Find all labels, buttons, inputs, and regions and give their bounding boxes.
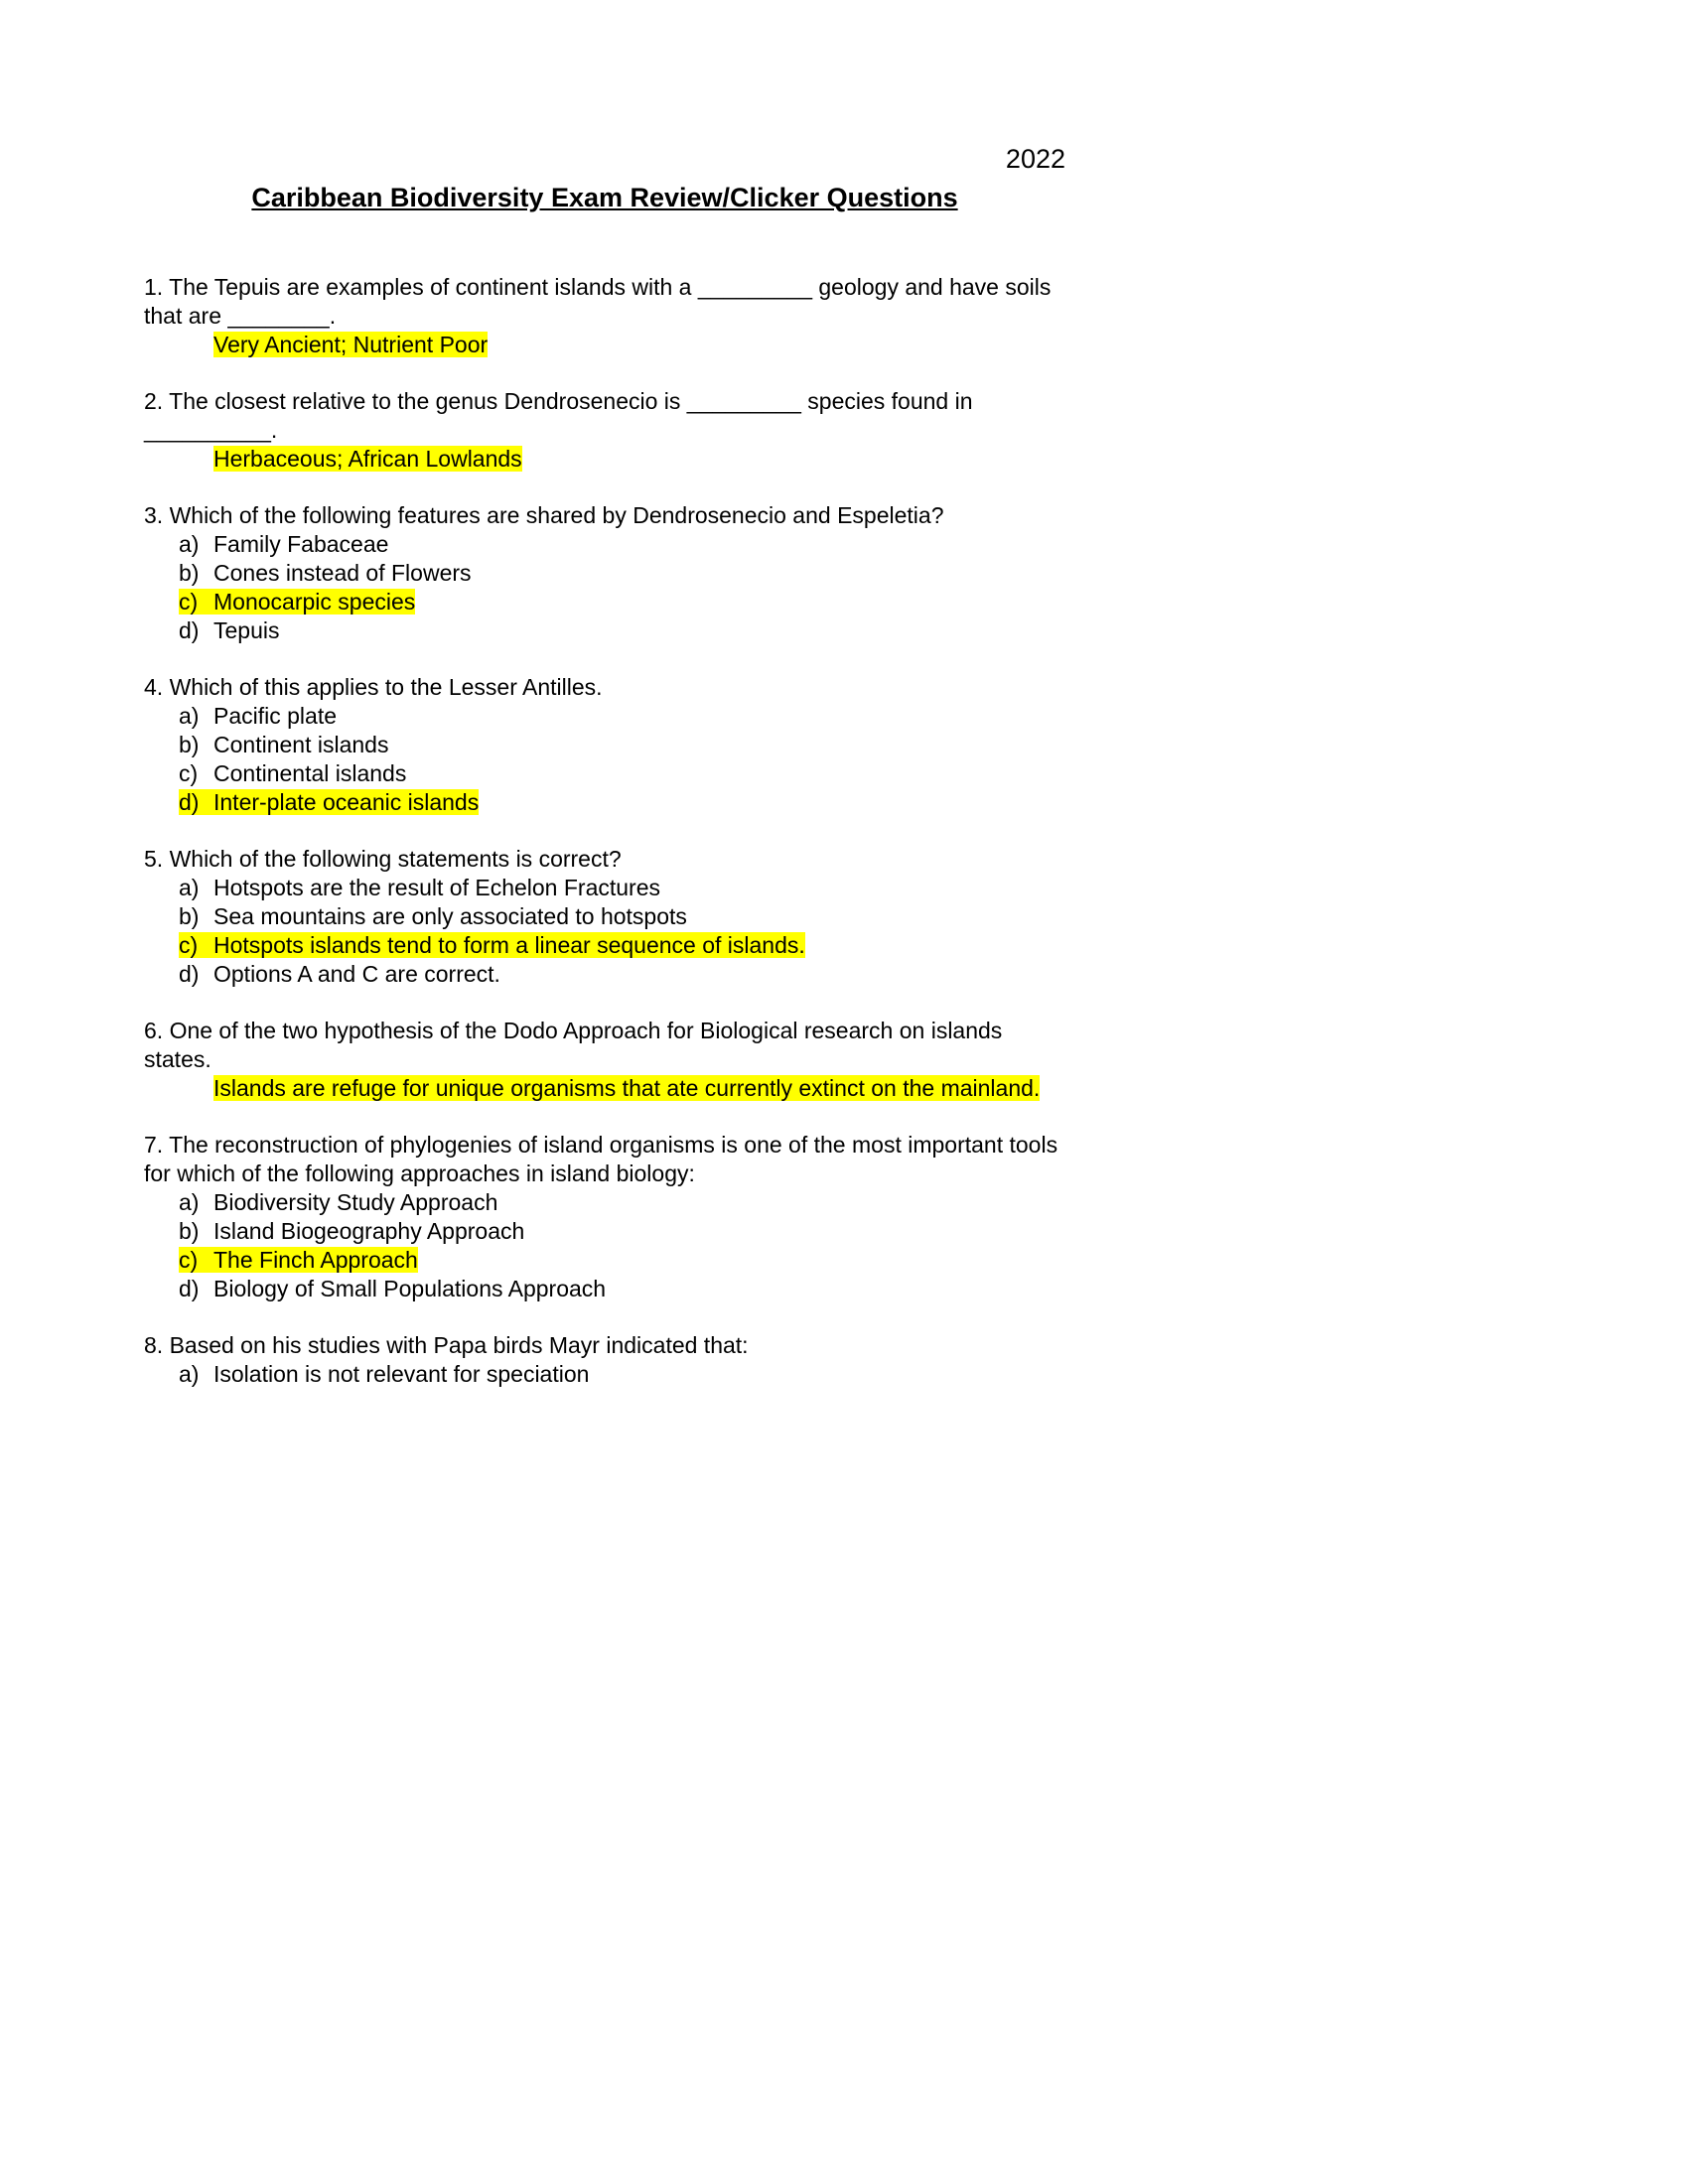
option-letter: d) <box>179 617 200 643</box>
option-letter: b) <box>179 903 200 929</box>
option-text: Options A and C are correct. <box>213 961 500 987</box>
answer-option <box>144 1275 1065 1303</box>
option-content <box>179 703 337 729</box>
document-content <box>144 142 1065 1389</box>
option-letter: c) <box>179 589 199 614</box>
page-title: Caribbean Biodiversity Exam Review/Clicker Questions <box>251 183 958 212</box>
answer-text <box>144 331 1065 359</box>
option-letter: a) <box>179 703 200 729</box>
answer-option <box>144 1360 1065 1389</box>
option-text: The Finch Approach <box>213 1247 418 1273</box>
answer-option <box>144 759 1065 788</box>
option-content <box>179 903 687 929</box>
question-text: 6. One of the two hypothesis of the Dodo Approach for Biological research on islands states. <box>144 1018 1009 1072</box>
question-text: 8. Based on his studies with Papa birds Mayr indicated that: <box>144 1332 749 1358</box>
answer-option <box>144 702 1065 731</box>
highlighted-answer <box>179 1247 418 1273</box>
question-text: 2. The closest relative to the genus Dendrosenecio is _________ species found in __________. <box>144 388 979 443</box>
question-text: 3. Which of the following features are shared by Dendrosenecio and Espeletia? <box>144 502 944 528</box>
option-letter: d) <box>179 1276 200 1301</box>
answer-text <box>144 445 1065 474</box>
answer-option <box>144 960 1065 989</box>
option-text: Continent islands <box>213 732 389 757</box>
option-content <box>179 875 660 900</box>
question-block <box>144 501 1065 645</box>
highlighted-answer <box>179 589 415 614</box>
highlighted-answer <box>179 789 479 815</box>
question-block <box>144 273 1065 359</box>
answer-option <box>144 1188 1065 1217</box>
highlighted-answer: Islands are refuge for unique organisms that ate currently extinct on the mainland. <box>213 1075 1041 1101</box>
question-block <box>144 1131 1065 1303</box>
option-text: Continental islands <box>213 760 407 786</box>
highlighted-answer: Herbaceous; African Lowlands <box>213 446 522 472</box>
option-text: Pacific plate <box>213 703 338 729</box>
answer-option <box>144 559 1065 588</box>
option-letter: b) <box>179 1218 200 1244</box>
option-letter: c) <box>179 1247 199 1273</box>
question-text: 7. The reconstruction of phylogenies of island organisms is one of the most important tools for which of the following approaches in island biology: <box>144 1132 1064 1186</box>
option-text: Inter-plate oceanic islands <box>213 789 480 815</box>
option-content <box>179 1189 497 1215</box>
question-text: 1. The Tepuis are examples of continent islands with a _________ geology and have soils that are ________. <box>144 274 1057 329</box>
answer-option <box>144 1217 1065 1246</box>
answer-option <box>144 931 1065 960</box>
option-letter: c) <box>179 760 199 786</box>
question-block <box>144 673 1065 817</box>
question-block <box>144 845 1065 989</box>
option-letter: a) <box>179 1361 200 1387</box>
option-text: Hotspots are the result of Echelon Fractures <box>213 875 660 900</box>
option-content <box>179 560 472 586</box>
option-letter: b) <box>179 560 200 586</box>
option-letter: d) <box>179 789 200 815</box>
answer-option <box>144 1246 1065 1275</box>
highlighted-answer <box>179 932 805 958</box>
question-block <box>144 1017 1065 1103</box>
option-text: Cones instead of Flowers <box>213 560 472 586</box>
option-text: Monocarpic species <box>213 589 416 614</box>
option-content <box>179 1276 606 1301</box>
option-content <box>179 1218 524 1244</box>
answer-option <box>144 731 1065 759</box>
question-text: 4. Which of this applies to the Lesser Antilles. <box>144 674 603 700</box>
option-content <box>179 760 406 786</box>
answer-option <box>144 788 1065 817</box>
answer-text <box>144 1074 1065 1103</box>
answer-option <box>144 530 1065 559</box>
option-letter: a) <box>179 1189 200 1215</box>
option-letter: c) <box>179 932 199 958</box>
option-text: Island Biogeography Approach <box>213 1218 525 1244</box>
answer-option <box>144 616 1065 645</box>
option-content <box>179 732 388 757</box>
question-text: 5. Which of the following statements is correct? <box>144 846 622 872</box>
answer-option <box>144 902 1065 931</box>
option-text: Isolation is not relevant for speciation <box>213 1361 590 1387</box>
option-text: Family Fabaceae <box>213 531 389 557</box>
question-block <box>144 1331 1065 1389</box>
year-label: 2022 <box>1005 144 1065 174</box>
option-text: Sea mountains are only associated to hotspots <box>213 903 687 929</box>
option-content <box>179 1361 589 1387</box>
option-text: Biology of Small Populations Approach <box>213 1276 607 1301</box>
option-content <box>179 961 500 987</box>
option-content <box>179 617 279 643</box>
answer-option <box>144 588 1065 616</box>
highlighted-answer: Very Ancient; Nutrient Poor <box>213 332 489 357</box>
option-content <box>179 531 388 557</box>
option-letter: a) <box>179 531 200 557</box>
option-letter: d) <box>179 961 200 987</box>
option-letter: b) <box>179 732 200 757</box>
option-letter: a) <box>179 875 200 900</box>
option-text: Hotspots islands tend to form a linear sequence of islands. <box>213 932 805 958</box>
question-block <box>144 387 1065 474</box>
option-text: Biodiversity Study Approach <box>213 1189 498 1215</box>
option-text: Tepuis <box>213 617 280 643</box>
questions-list <box>144 273 1065 1389</box>
answer-option <box>144 874 1065 902</box>
